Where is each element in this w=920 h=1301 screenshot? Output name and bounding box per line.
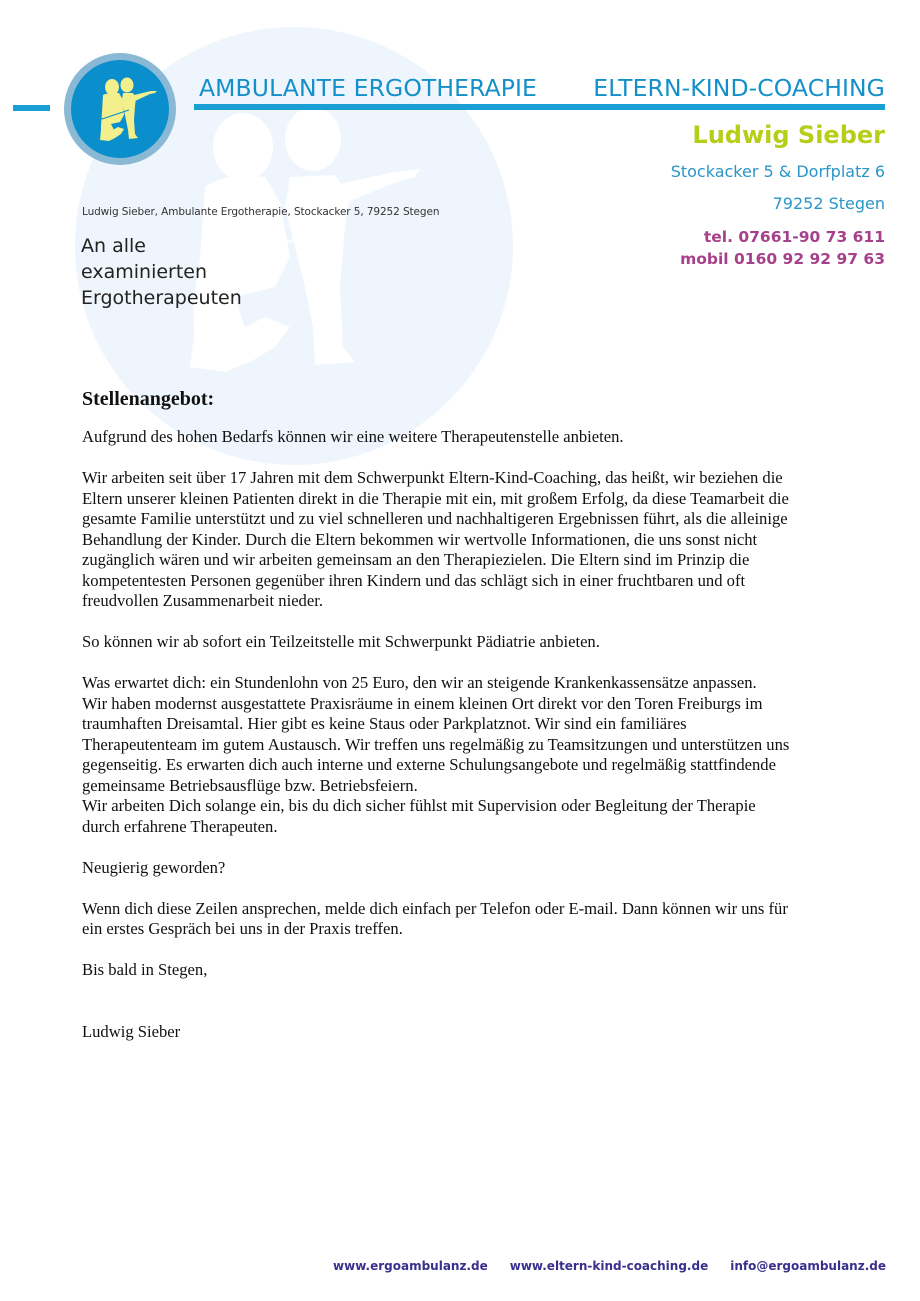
signature: Ludwig Sieber bbox=[82, 1021, 181, 1041]
paragraph bbox=[82, 427, 882, 448]
recipient-line: Ergotherapeuten bbox=[81, 287, 242, 309]
sender-return-address: Ludwig Sieber, Ambulante Ergotherapie, Stockacker 5, 79252 Stegen bbox=[82, 206, 440, 218]
contact-tel: tel. 07661-90 73 611 bbox=[703, 228, 885, 246]
text-line: Eltern unserer kleinen Patienten direkt in die Therapie mit ein, mit großem Erfolg, da diese Teamarbeit die bbox=[82, 488, 789, 508]
logo bbox=[64, 53, 176, 165]
text-line: ein erstes Gespräch bei uns in der Praxis treffen. bbox=[82, 919, 403, 938]
text-line: kompetentesten Personen gegenüber ihren Kindern und das schlägt sich in einer fruchtbaren und oft bbox=[82, 570, 746, 590]
letter-body bbox=[82, 386, 882, 1042]
paragraph bbox=[82, 858, 882, 879]
letterhead-title bbox=[199, 74, 885, 102]
text-line: Neugierig geworden? bbox=[82, 857, 226, 877]
letter-heading: Stellenangebot: bbox=[82, 388, 215, 410]
contact-mobile: mobil 0160 92 92 97 63 bbox=[680, 250, 885, 268]
recipient-block bbox=[81, 233, 242, 311]
text-line: gegenseitig. Es erwarten dich auch interne und externe Schulungsangebote und regelmäßig stattfindende bbox=[82, 755, 776, 774]
title-eltern-kind-coaching: ELTERN-KIND-COACHING bbox=[593, 74, 885, 102]
closing bbox=[82, 960, 882, 981]
paragraph bbox=[82, 468, 882, 612]
recipient-line: examinierten bbox=[81, 261, 208, 283]
text-line: Aufgrund des hohen Bedarfs können wir eine weitere Therapeutenstelle anbieten. bbox=[82, 427, 624, 446]
text-line: Wir arbeiten Dich solange ein, bis du dich sicher fühlst mit Supervision oder Begleitung der Therapie bbox=[82, 796, 756, 815]
footer-links bbox=[333, 1259, 886, 1273]
decorative-rule-left bbox=[13, 105, 50, 111]
letterhead-rule bbox=[194, 104, 885, 110]
text-line: Was erwartet dich: ein Stundenlohn von 25 Euro, den wir an steigende Krankenkassensätze anpassen. bbox=[82, 673, 757, 692]
paragraph bbox=[82, 632, 882, 653]
link-email[interactable]: info@ergoambulanz.de bbox=[730, 1259, 886, 1273]
text-line: durch erfahrene Therapeuten. bbox=[82, 816, 278, 836]
contact-city: 79252 Stegen bbox=[772, 194, 885, 213]
title-ergotherapie: AMBULANTE ERGOTHERAPIE bbox=[199, 74, 537, 102]
text-line: So können wir ab sofort ein Teilzeitstelle mit Schwerpunkt Pädiatrie anbieten. bbox=[82, 632, 600, 651]
text-line: Wenn dich diese Zeilen ansprechen, melde dich einfach per Telefon oder E-mail. Dann können wir uns für bbox=[82, 898, 788, 918]
text-line: zugänglich wären und wir arbeiten gemeinsam an den Therapiezielen. Die Eltern sind im Prinzip die bbox=[82, 550, 750, 569]
text-line: freudvollen Zusammenarbeit nieder. bbox=[82, 591, 323, 610]
text-line: traumhaften Dreisamtal. Hier gibt es keine Staus oder Parkplatznot. Wir sind ein familiäres bbox=[82, 714, 687, 733]
text-line: Bis bald in Stegen, bbox=[82, 960, 208, 979]
contact-street: Stockacker 5 & Dorfplatz 6 bbox=[670, 162, 885, 181]
link-ergoambulanz[interactable]: www.ergoambulanz.de bbox=[333, 1259, 488, 1273]
paragraph bbox=[82, 673, 882, 837]
link-eltern-kind-coaching[interactable]: www.eltern-kind-coaching.de bbox=[509, 1259, 709, 1273]
recipient-line: An alle bbox=[81, 235, 146, 257]
contact-name: Ludwig Sieber bbox=[692, 121, 885, 149]
text-line: gesamte Familie unterstützt und zu viel schnelleren und nachhaltigeren Ergebnissen führt, als die alleinige bbox=[82, 509, 788, 528]
parent-child-pointing-icon bbox=[71, 60, 169, 158]
text-line: Therapeutenteam im gutem Austausch. Wir treffen uns regelmäßig zu Teamsitzungen und unterstützen uns bbox=[82, 734, 790, 754]
paragraph bbox=[82, 899, 882, 940]
text-line: Wir haben modernst ausgestattete Praxisräume in einem kleinen Ort direkt vor den Toren Freiburgs im bbox=[82, 693, 763, 713]
contact-block bbox=[671, 118, 885, 270]
text-line: Wir arbeiten seit über 17 Jahren mit dem Schwerpunkt Eltern-Kind-Coaching, das heißt, wir beziehen die bbox=[82, 468, 783, 487]
text-line: gemeinsame Betriebsausflüge bzw. Betriebsfeiern. bbox=[82, 775, 418, 795]
text-line: Behandlung der Kinder. Durch die Eltern bekommen wir wertvolle Informationen, die uns sonst nicht bbox=[82, 529, 758, 549]
